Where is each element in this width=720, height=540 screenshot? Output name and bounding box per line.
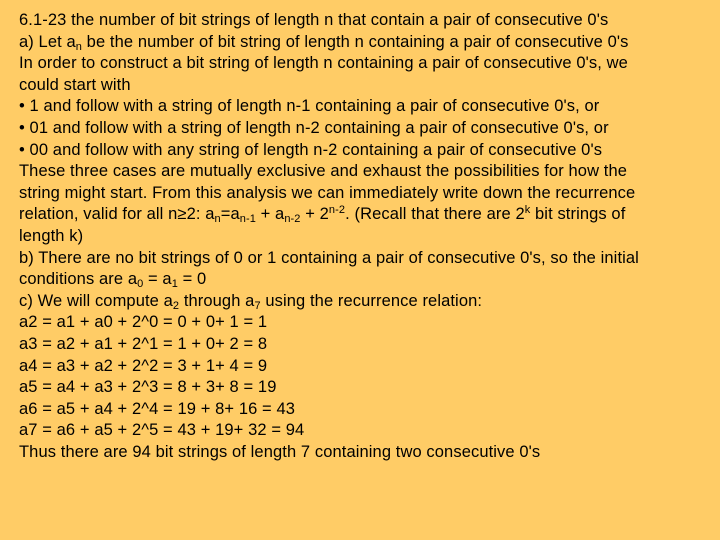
part-a-line: These three cases are mutually exclusive and exhaust the possibilities for how the	[19, 162, 628, 181]
equation-line: a4 = a3 + a2 + 2^2 = 3 + 1+ 4 = 9	[19, 356, 268, 375]
part-a-line: length k)	[19, 226, 84, 245]
part-a-line: In order to construct a bit string of length n containing a pair of consecutive 0's, we	[19, 54, 628, 73]
part-a-line: could start with	[19, 75, 131, 94]
slide-title: 6.1-23 the number of bit strings of length n that contain a pair of consecutive 0's	[19, 11, 609, 29]
bullet-item: • 1 and follow with a string of length n-1 containing a pair of consecutive 0's, or	[19, 97, 600, 116]
equation-line: a7 = a6 + a5 + 2^5 = 43 + 19+ 32 = 94	[19, 421, 305, 440]
part-b-line: b) There are no bit strings of 0 or 1 containing a pair of consecutive 0's, so the initial	[19, 248, 639, 267]
recurrence-relation: relation, valid for all n≥2: $a_n=a_{n-1} + a_{n-2} + 2^{n-2}$. (Recall that there are 2$^k$ bit strings of	[19, 204, 626, 226]
initial-conditions: conditions are $a_0 = a_1 = 0$	[19, 270, 207, 291]
equation-line: a6 = a5 + a4 + 2^4 = 19 + 8+ 16 = 43	[19, 399, 296, 418]
conclusion: Thus there are 94 bit strings of length 7 containing two consecutive 0's	[19, 442, 541, 461]
part-a-line: string might start. From this analysis we can immediately write down the recurrence	[19, 183, 636, 202]
bullet-item: • 00 and follow with any string of length n-2 containing a pair of consecutive 0's	[19, 140, 603, 159]
part-c-intro: c) We will compute $a_2$ through $a_7$ using the recurrence relation:	[19, 291, 483, 312]
equation-line: a3 = a2 + a1 + 2^1 = 1 + 0+ 2 = 8	[19, 334, 268, 353]
bullet-item: • 01 and follow with a string of length n-2 containing a pair of consecutive 0's, or	[19, 118, 609, 137]
equation-line: a2 = a1 + a0 + 2^0 = 0 + 0+ 1 = 1	[19, 313, 268, 332]
equation-line: a5 = a4 + a3 + 2^3 = 8 + 3+ 8 = 19	[19, 378, 277, 397]
part-a-definition: a) Let $a_n$ be the number of bit string of length n containing a pair of consecutive 0's	[19, 32, 629, 53]
